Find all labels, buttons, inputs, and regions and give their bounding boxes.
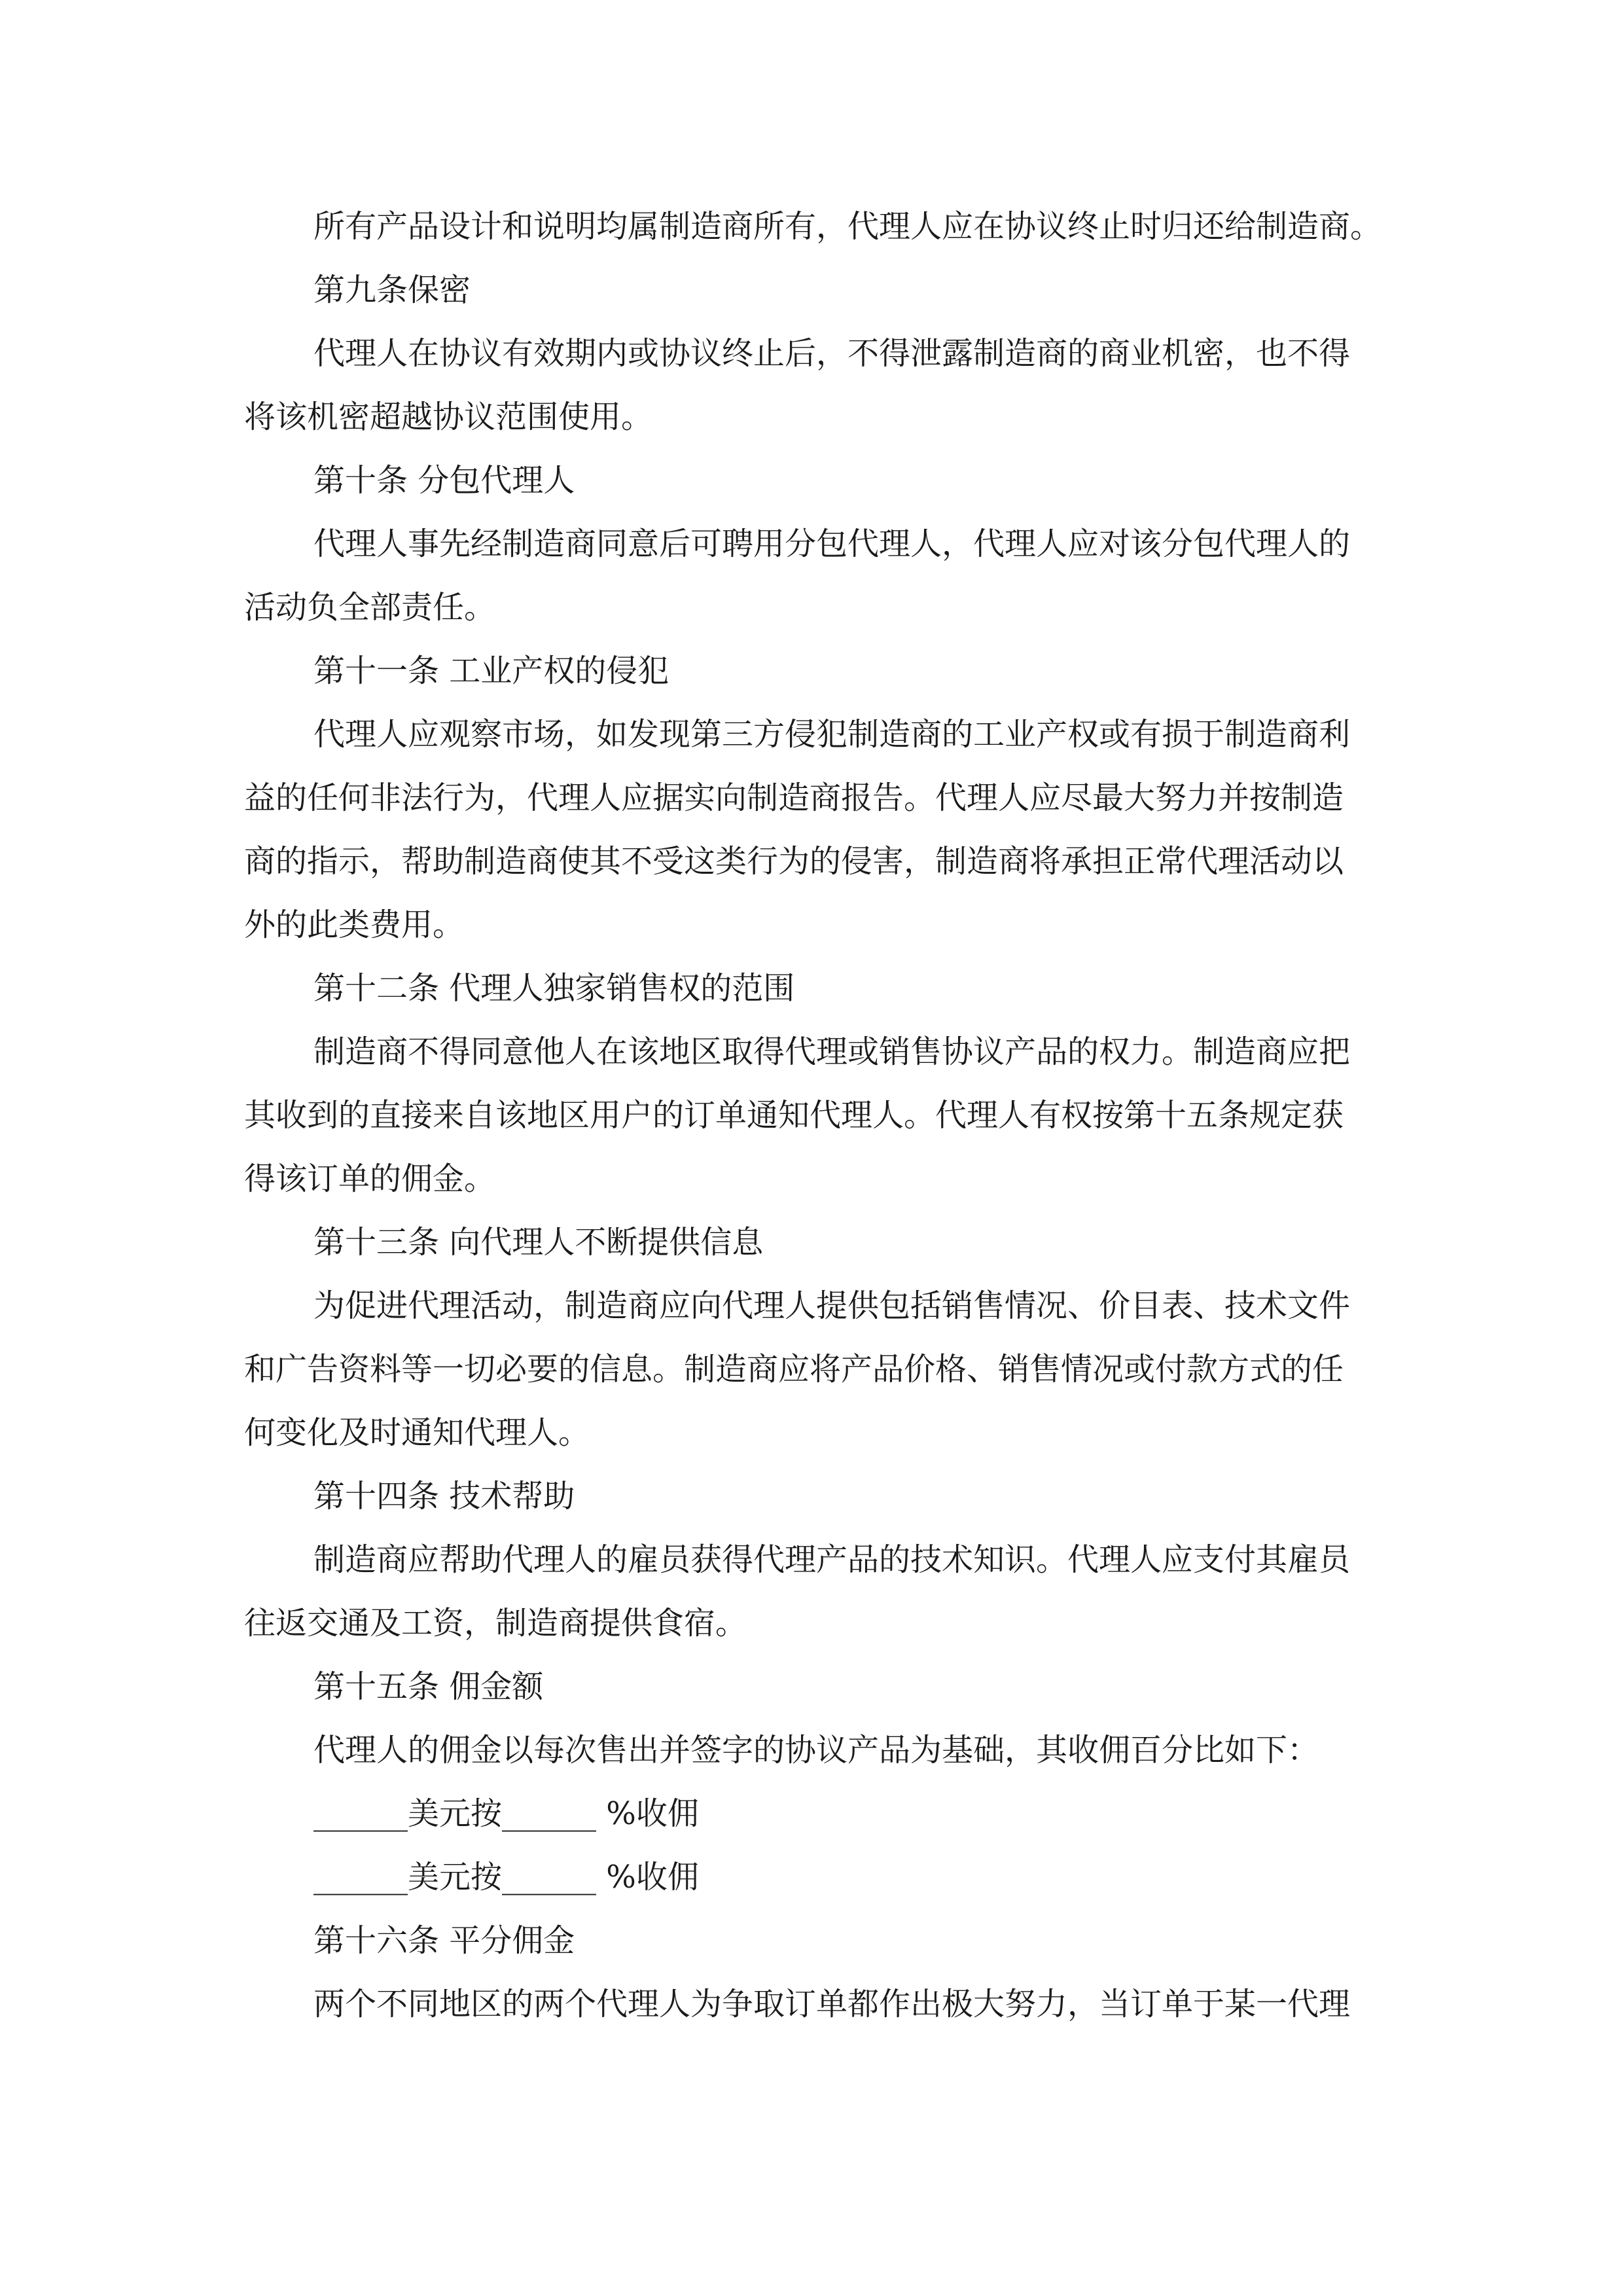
article-heading: 第十条 分包代理人 — [313, 462, 575, 499]
paragraph-line: 所有产品设计和说明均属制造商所有，代理人应在协议终止时归还给制造商。 — [313, 208, 1382, 245]
article-heading: 第十六条 平分佣金 — [313, 1922, 575, 1959]
article-heading: 第十四条 技术帮助 — [313, 1478, 575, 1515]
paragraph-line: 制造商不得同意他人在该地区取得代理或销售协议产品的权力。制造商应把 — [313, 1033, 1351, 1070]
paragraph-line: 往返交通及工资，制造商提供食宿。 — [244, 1605, 747, 1641]
paragraph-line: 代理人应观察市场，如发现第三方侵犯制造商的工业产权或有损于制造商利 — [313, 716, 1351, 753]
article-heading: 第十三条 向代理人不断提供信息 — [313, 1224, 764, 1261]
commission-blank-line: ______美元按______ %收佣 — [313, 1795, 699, 1832]
paragraph-line: 代理人的佣金以每次售出并签字的协议产品为基础，其收佣百分比如下： — [313, 1732, 1319, 1768]
commission-blank-line: ______美元按______ %收佣 — [313, 1859, 699, 1895]
paragraph-line: 得该订单的佣金。 — [244, 1160, 496, 1197]
article-heading: 第十二条 代理人独家销售权的范围 — [313, 970, 795, 1007]
document-body — [244, 195, 1383, 2036]
paragraph-line: 何变化及时通知代理人。 — [244, 1414, 590, 1451]
paragraph-line: 和广告资料等一切必要的信息。制造商应将产品价格、销售情况或付款方式的任 — [244, 1351, 1344, 1388]
article-heading: 第十一条 工业产权的侵犯 — [313, 653, 669, 689]
article-heading: 第十五条 佣金额 — [313, 1668, 544, 1705]
paragraph-line: 为促进代理活动，制造商应向代理人提供包括销售情况、价目表、技术文件 — [313, 1287, 1351, 1324]
paragraph-line: 将该机密超越协议范围使用。 — [244, 399, 653, 435]
paragraph-line: 两个不同地区的两个代理人为争取订单都作出极大努力，当订单于某一代理 — [313, 1986, 1351, 2022]
paragraph-line: 其收到的直接来自该地区用户的订单通知代理人。代理人有权按第十五条规定获 — [244, 1097, 1344, 1134]
paragraph-line: 代理人事先经制造商同意后可聘用分包代理人，代理人应对该分包代理人的 — [313, 526, 1351, 562]
paragraph-line: 制造商应帮助代理人的雇员获得代理产品的技术知识。代理人应支付其雇员 — [313, 1541, 1351, 1578]
paragraph-line: 代理人在协议有效期内或协议终止后，不得泄露制造商的商业机密，也不得 — [313, 335, 1351, 372]
paragraph-line: 益的任何非法行为，代理人应据实向制造商报告。代理人应尽最大努力并按制造 — [244, 780, 1344, 816]
paragraph-line: 活动负全部责任。 — [244, 589, 496, 626]
article-heading: 第九条保密 — [313, 272, 471, 308]
paragraph-line: 外的此类费用。 — [244, 906, 465, 943]
paragraph-line: 商的指示，帮助制造商使其不受这类行为的侵害，制造商将承担正常代理活动以 — [244, 843, 1344, 880]
